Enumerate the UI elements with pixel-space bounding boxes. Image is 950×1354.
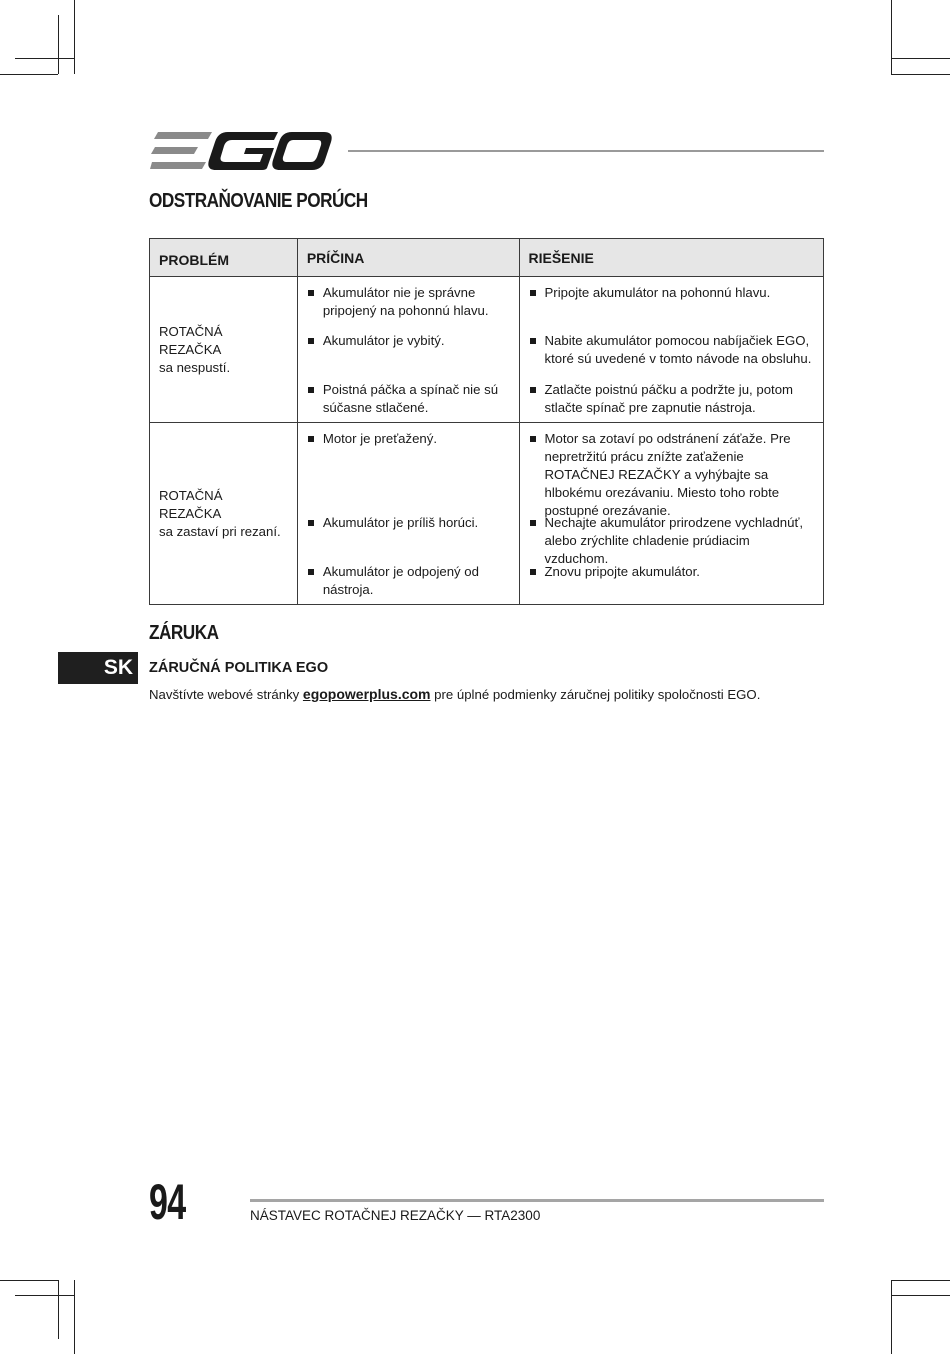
solution-item: Pripojte akumulátor na pohonnú hlavu. [520, 284, 824, 332]
cause-cell [297, 423, 519, 605]
solution-item: Motor sa zotaví po odstránení záťaže. Pre nepretržitú prácu znížte zaťaženie ROTAČNEJ REZAČKY a vyhýbajte sa hlbokému orezávaniu. Miesto toho robte postupné orezávanie. [520, 430, 824, 514]
warranty-text-before: Navštívte webové stránky [149, 687, 303, 702]
crop-mark [15, 58, 74, 59]
crop-mark [74, 0, 75, 74]
header-cause: PRÍČINA [297, 239, 519, 277]
cause-item: Motor je preťažený. [298, 430, 519, 514]
solution-cell [519, 277, 824, 423]
table-row [150, 423, 824, 605]
header-problem: PROBLÉM [150, 239, 298, 277]
footer-title: NÁSTAVEC ROTAČNEJ REZAČKY — RTA2300 [250, 1208, 541, 1223]
ego-logo [150, 130, 332, 172]
troubleshooting-title: ODSTRAŇOVANIE PORÚCH [149, 190, 368, 212]
table-row [150, 277, 824, 423]
cause-item: Akumulátor je odpojený od nástroja. [298, 563, 519, 603]
problem-cell [150, 423, 298, 605]
crop-mark [0, 74, 58, 75]
crop-mark [891, 58, 950, 59]
warranty-link[interactable]: egopowerplus.com [302, 686, 431, 702]
troubleshooting-table [149, 238, 824, 605]
crop-mark [891, 74, 950, 75]
cause-item: Akumulátor je príliš horúci. [298, 514, 519, 563]
crop-mark [74, 1280, 75, 1354]
crop-mark [58, 1280, 59, 1339]
problem-description: sa zastaví pri rezaní. [159, 523, 281, 539]
crop-mark [58, 15, 59, 74]
language-tab: SK [58, 652, 138, 684]
crop-mark [891, 1280, 892, 1354]
solution-cell [519, 423, 824, 605]
warranty-title: ZÁRUKA [149, 622, 219, 644]
warranty-text [149, 686, 760, 702]
crop-mark [0, 1280, 58, 1281]
cause-item: Akumulátor nie je správne pripojený na pohonnú hlavu. [298, 284, 519, 332]
cause-item: Poistná páčka a spínač nie sú súčasne stlačené. [298, 381, 519, 421]
warranty-text-after: pre úplné podmienky záručnej politiky spoločnosti EGO. [430, 687, 761, 702]
solution-item: Zatlačte poistnú páčku a podržte ju, potom stlačte spínač pre zapnutie nástroja. [520, 381, 824, 421]
header-solution: RIEŠENIE [519, 239, 824, 277]
problem-label: ROTAČNÁ REZAČKA [159, 487, 223, 521]
cause-cell [297, 277, 519, 423]
warranty-subtitle: ZÁRUČNÁ POLITIKA EGO [149, 660, 329, 676]
solution-item: Znovu pripojte akumulátor. [520, 563, 824, 603]
footer-rule [250, 1199, 824, 1202]
problem-label: ROTAČNÁ REZAČKA [159, 323, 223, 357]
solution-item: Nechajte akumulátor prirodzene vychladnúť, alebo zrýchlite chladenie prúdiacim vzduchom. [520, 514, 824, 563]
cause-item: Akumulátor je vybitý. [298, 332, 519, 381]
solution-item: Nabite akumulátor pomocou nabíjačiek EGO, ktoré sú uvedené v tomto návode na obsluhu. [520, 332, 824, 381]
problem-description: sa nespustí. [159, 359, 231, 375]
crop-mark [15, 1295, 74, 1296]
crop-mark [891, 1280, 950, 1281]
crop-mark [891, 0, 892, 74]
problem-cell [150, 277, 298, 423]
table-header-row [150, 239, 824, 277]
page-number: 94 [149, 1174, 186, 1230]
crop-mark [891, 1295, 950, 1296]
header-rule [348, 150, 824, 152]
